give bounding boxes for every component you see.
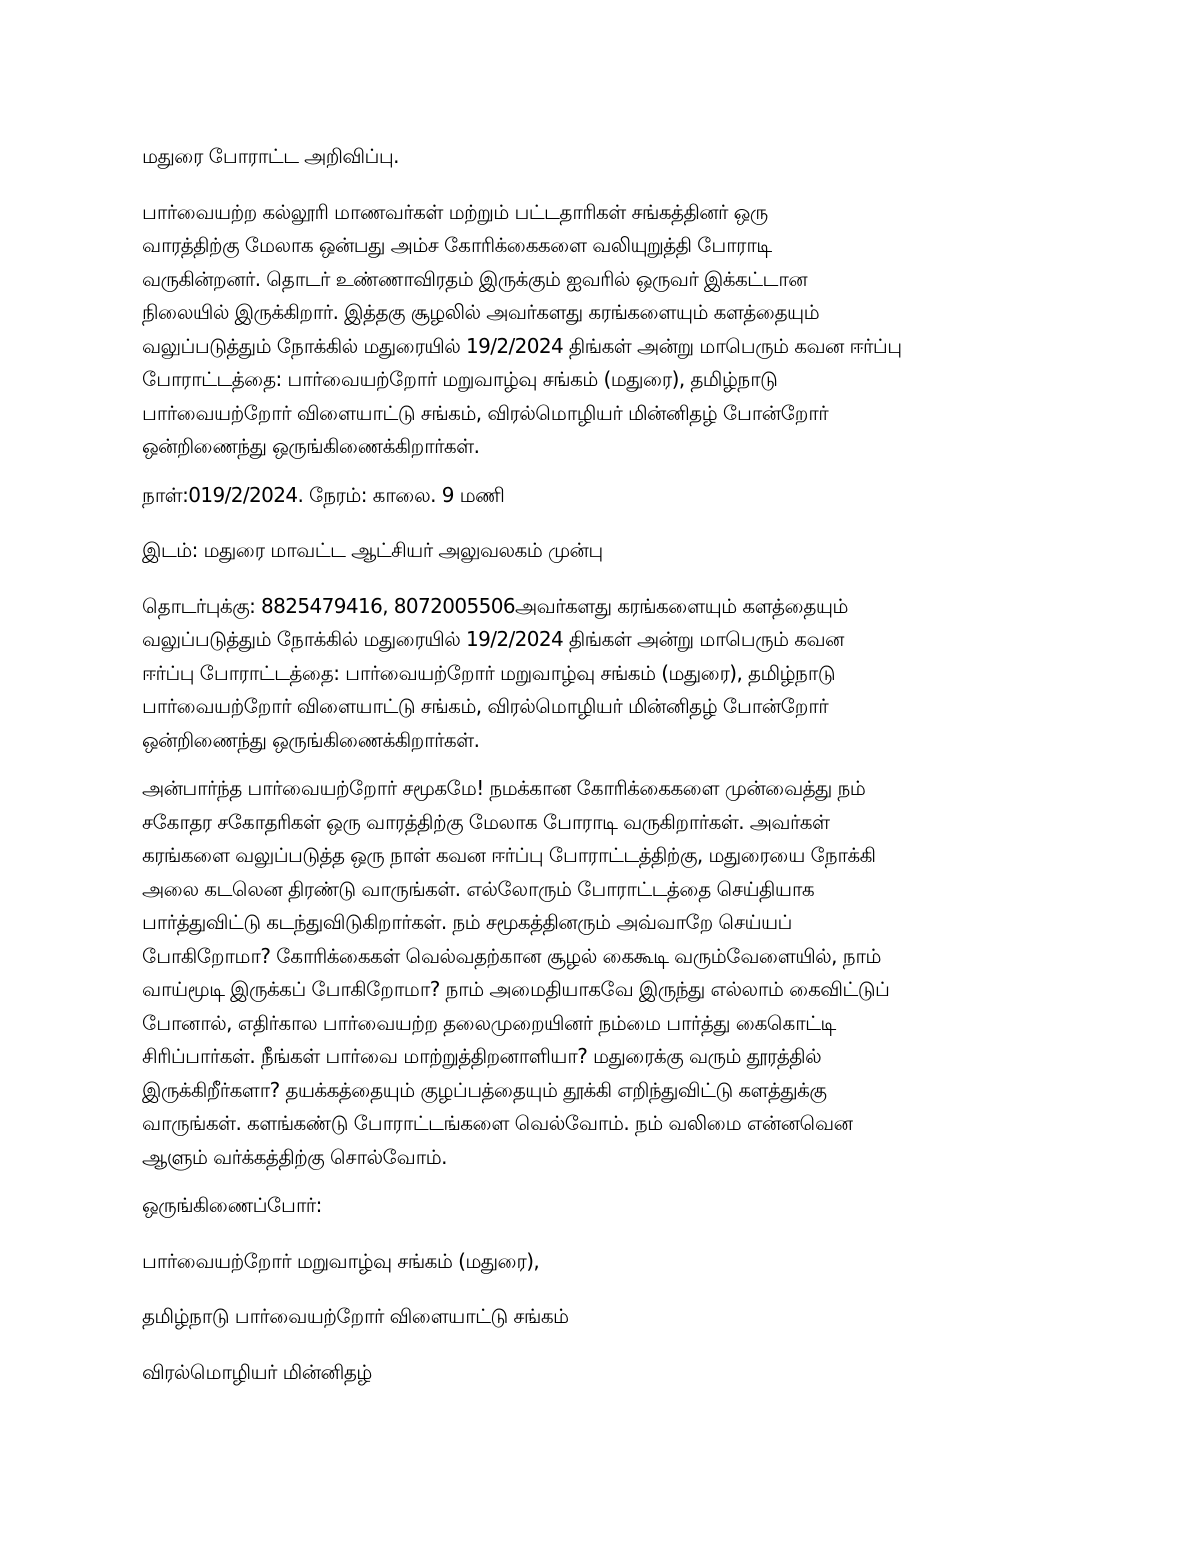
title-line: மதுரை போராட்ட அறிவிப்பு.	[142, 144, 399, 168]
venue-line: இடம்: மதுரை மாவட்ட ஆட்சியர் அலுவலகம் முன்பு	[142, 538, 603, 562]
text-line: ஒன்றிணைந்து ஒருங்கிணைக்கிறார்கள்.	[142, 727, 480, 752]
date-time-paragraph	[142, 479, 1072, 513]
contact-paragraph	[142, 590, 1072, 758]
text-line: சிரிப்பார்கள். நீங்கள் பார்வை மாற்றுத்திறனாளியா? மதுரைக்கு வரும் தூரத்தில்	[142, 1044, 822, 1068]
text-line: சகோதர சகோதரிகள் ஒரு வாரத்திற்கு மேலாக போராடி வருகிறார்கள். அவர்கள்	[142, 809, 830, 834]
organizer-item	[142, 1300, 1072, 1334]
text-line: வாருங்கள். களங்கண்டு போராட்டங்களை வெல்வோம். நம் வலிமை என்னவென	[142, 1111, 853, 1135]
text-line: வலுப்படுத்தும் நோக்கில் மதுரையில் 19/2/2024 திங்கள் அன்று மாபெரும் கவன	[142, 627, 844, 651]
organizer-item	[142, 1356, 1072, 1390]
text-line: பார்வையற்ற கல்லூரி மாணவர்கள் மற்றும் பட்டதாரிகள் சங்கத்தினர் ஒரு	[142, 199, 768, 224]
text-line: வருகின்றனர். தொடர் உண்ணாவிரதம் இருக்கும் ஐவரில் ஒருவர் இக்கட்டான	[142, 266, 808, 291]
venue-paragraph	[142, 534, 1072, 568]
contact-line: தொடர்புக்கு: 8825479416, 8072005506அவர்களது கரங்களையும் களத்தையும்	[142, 593, 848, 618]
text-line: போகிறோமா? கோரிக்கைகள் வெல்வதற்கான சூழல் கைகூடி வரும்வேளையில், நாம்	[142, 943, 881, 968]
organizer-name: தமிழ்நாடு பார்வையற்றோர் விளையாட்டு சங்கம்	[142, 1304, 569, 1328]
organizers-heading	[142, 1189, 1072, 1223]
text-line: பார்வையற்றோர் விளையாட்டு சங்கம், விரல்மொழியர் மின்னிதழ் போன்றோர்	[142, 694, 829, 718]
text-line: கரங்களை வலுப்படுத்த ஒரு நாள் கவன ஈர்ப்பு போராட்டத்திற்கு, மதுரையை நோக்கி	[142, 843, 876, 867]
text-line: போனால், எதிர்கால பார்வையற்ற தலைமுறையினர் நம்மை பார்த்து கைகொட்டி	[142, 1010, 836, 1035]
text-line: பார்த்துவிட்டு கடந்துவிடுகிறார்கள். நம் சமூகத்தினரும் அவ்வாறே செய்யப்	[142, 910, 792, 934]
text-line: வலுப்படுத்தும் நோக்கில் மதுரையில் 19/2/2024 திங்கள் அன்று மாபெரும் கவன ஈர்ப்பு	[142, 333, 902, 358]
document-title	[142, 140, 1072, 174]
date-time-line: நாள்:019/2/2024. நேரம்: காலை. 9 மணி	[142, 482, 505, 507]
text-line: வாரத்திற்கு மேலாக ஒன்பது அம்ச கோரிக்கைகளை வலியுறுத்தி போராடி	[142, 233, 772, 257]
text-line: போராட்டத்தை: பார்வையற்றோர் மறுவாழ்வு சங்கம் (மதுரை), தமிழ்நாடு	[142, 367, 778, 391]
organizer-name: விரல்மொழியர் மின்னிதழ்	[142, 1359, 372, 1384]
organizers-heading-line: ஒருங்கிணைப்போர்:	[142, 1193, 322, 1217]
text-line: ஒன்றிணைந்து ஒருங்கிணைக்கிறார்கள்.	[142, 434, 480, 458]
document-page	[142, 140, 1072, 1411]
appeal-paragraph	[142, 772, 1072, 1174]
text-line: ஆளும் வர்க்கத்திற்கு சொல்வோம்.	[142, 1144, 447, 1169]
text-line: நிலையில் இருக்கிறார். இத்தகு சூழலில் அவர்களது கரங்களையும் களத்தையும்	[142, 300, 820, 324]
text-line: வாய்மூடி இருக்கப் போகிறோமா? நாம் அமைதியாகவே இருந்து எல்லாம் கைவிட்டுப்	[142, 977, 890, 1001]
organizer-item	[142, 1245, 1072, 1279]
text-line: அன்பார்ந்த பார்வையற்றோர் சமூகமே! நமக்கான கோரிக்கைகளை முன்வைத்து நம்	[142, 776, 866, 800]
announcement-paragraph	[142, 196, 1072, 464]
text-line: அலை கடலென திரண்டு வாருங்கள். எல்லோரும் போராட்டத்தை செய்தியாக	[142, 876, 815, 901]
text-line: ஈர்ப்பு போராட்டத்தை: பார்வையற்றோர் மறுவாழ்வு சங்கம் (மதுரை), தமிழ்நாடு	[142, 660, 835, 685]
organizer-name: பார்வையற்றோர் மறுவாழ்வு சங்கம் (மதுரை),	[142, 1248, 540, 1273]
text-line: பார்வையற்றோர் விளையாட்டு சங்கம், விரல்மொழியர் மின்னிதழ் போன்றோர்	[142, 400, 829, 425]
text-line: இருக்கிறீர்களா? தயக்கத்தையும் குழப்பத்தையும் தூக்கி எறிந்துவிட்டு களத்துக்கு	[142, 1077, 827, 1102]
